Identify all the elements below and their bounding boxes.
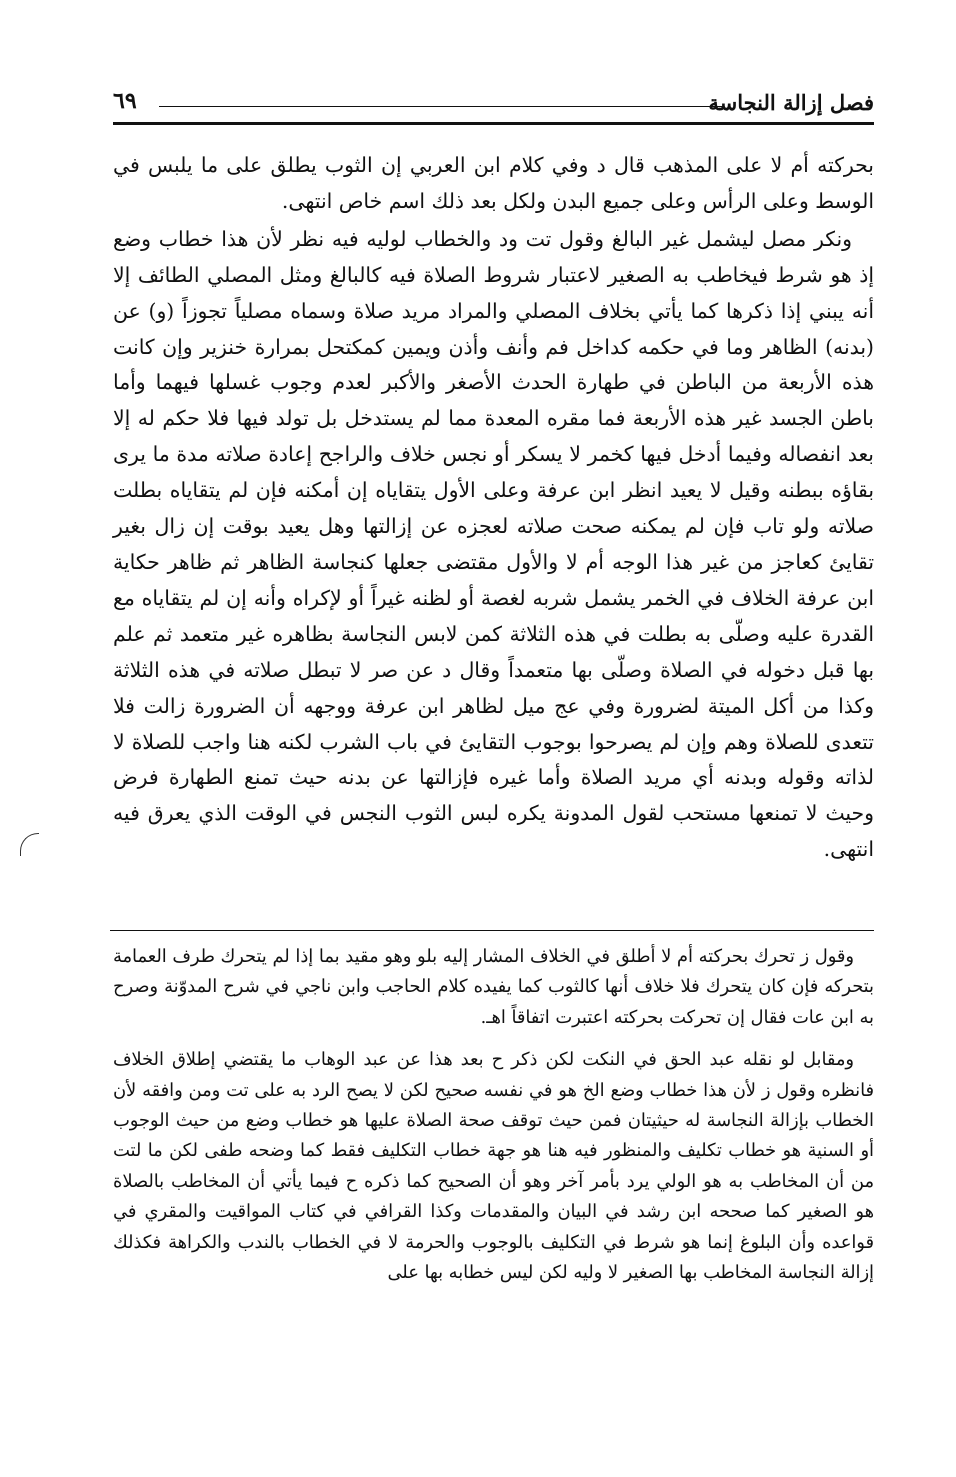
running-title: فصل إزالة النجاسة	[708, 90, 874, 115]
margin-bracket-mark	[20, 833, 39, 856]
footnote-paragraph: وقول ز تحرك بحركته أم لا أطلق في الخلاف المشار إليه بلو وهو مقيد بما إذا لم يتحرك طرف العمامة بتحركه فإن كان يتحرك فلا خلاف أنها كالثوب كما يفيده كلام الحاجب وابن ناجي في شرح المدوّنة وصرح به ابن عات فقال إن تحركت بحركته اعتبرت اتفاقاً اهـ.	[113, 946, 874, 1028]
main-text	[113, 148, 874, 868]
page-number: ٦٩	[113, 88, 137, 114]
main-paragraph: بحركته أم لا على المذهب قال د وفي كلام ابن العربي إن الثوب يطلق على ما يلبس في الوسط وعلى الرأس وعلى جميع البدن ولكل بعد ذلك اسم خاص انتهى.	[113, 153, 874, 213]
footnotes	[113, 942, 874, 1288]
page-header	[113, 88, 874, 125]
footnote-divider	[110, 930, 874, 931]
footnote-paragraph: ومقابل لو نقله عبد الحق في النكت لكن ذكر ح بعد هذا عن عبد الوهاب ما يقتضي إطلاق الخلاف فانظره وقول ز لأن هذا خطاب وضع الخ هو في نفسه صحيح لكن لا يصح الرد به على تت ومن وافقه لأن الخطاب بإزالة النجاسة له حيثيتان فمن حيث توقف صحة الصلاة عليها هو خطاب وضع من حيث الوجوب أو السنية هو خطاب تكليف والمنظور فيه هنا هو جهة خطاب التكليف فقط كما وضحه طفى لكن ما لتت من أن المخاطب به هو الولي يرد بأمر آخر وهو أن الصحيح كما ذكره ح فيما يأتي أن المخاطب بالصلاة هو الصغير كما صححه ابن رشد في البيان والمقدمات وكذا القرافي في كتاب المواقيت والمقري في قواعده وأن البلوغ إنما هو شرط في التكليف بالوجوب والحرمة لا في الخطاب بالندب والكراهة فكذلك إزالة النجاسة المخاطب بها الصغير لا وليه لكن ليس خطابه بها على	[113, 1049, 874, 1284]
main-paragraph: ونكر مصل ليشمل غير البالغ وقول تت ود والخطاب لوليه فيه نظر لأن هذا خطاب وضع إذ هو شرط فيخاطب به الصغير لاعتبار شروط الصلاة فيه كالبالغ ومثل المصلي الطائف إلا أنه يبني إذا ذكرها كما يأتي بخلاف المصلي والمراد مريد صلاة وسماه مصلياً تجوزاً (و) عن (بدنه) الظاهر وما في حكمه كداخل فم وأنف وأذن ويمين كمكتحل بمرارة خنزير وإن كانت هذه الأربعة من الباطن في طهارة الحدث الأصغر والأكبر لعدم وجوب غسلها فيهما وأما باطن الجسد غير هذه الأربعة فما مقره المعدة مما لم يستدخل بل تولد فيها فلا حكم له إلا بعد انفصاله وفيما أدخل فيها كخمر لا يسكر أو نجس خلاف والراجح إعادة صلاته مدة ما يرى بقاؤه ببطنه وقيل لا يعيد انظر ابن عرفة وعلى الأول يتقاياه إن أمكنه فإن لم يتقاياه بطلت صلاته ولو تاب فإن لم يمكنه صحت صلاته لعجزه عن إزالتها وهل يعيد بوقت إن زال بغير تقايئ كعاجز من غير هذا الوجه أم لا والأول مقتضى جعلها كنجاسة الظاهر ثم ظاهر حكاية ابن عرفة الخلاف في الخمر يشمل شربه لغصة أو لظنه غيراً أو لإكراه وأنه إن لم يتقاياه مع القدرة عليه وصلّى به بطلت في هذه الثلاثة كمن لابس النجاسة بظاهره غير متعمد ثم علم بها قبل دخوله في الصلاة وصلّى بها متعمداً وقال د عن صر لا تبطل صلاته في هذه الثلاثة وكذا من أكل الميتة لضرورة وفي عج ميل لظاهر ابن عرفة ووجهه أن الضرورة زالت فلا تتعدى للصلاة وهم وإن لم يصرحوا بوجوب التقايئ في باب الشرب لكنه هنا واجب للصلاة لا لذاته وقوله وبدنه أي مريد الصلاة وأما غيره فإزالتها عن بدنه حيث تمنع الطهارة فرض وحيث لا تمنعها مستحب لقول المدونة يكره لبس الثوب النجس في الوقت الذي يعرق فيه انتهى.	[113, 226, 874, 862]
header-rule	[159, 106, 724, 107]
